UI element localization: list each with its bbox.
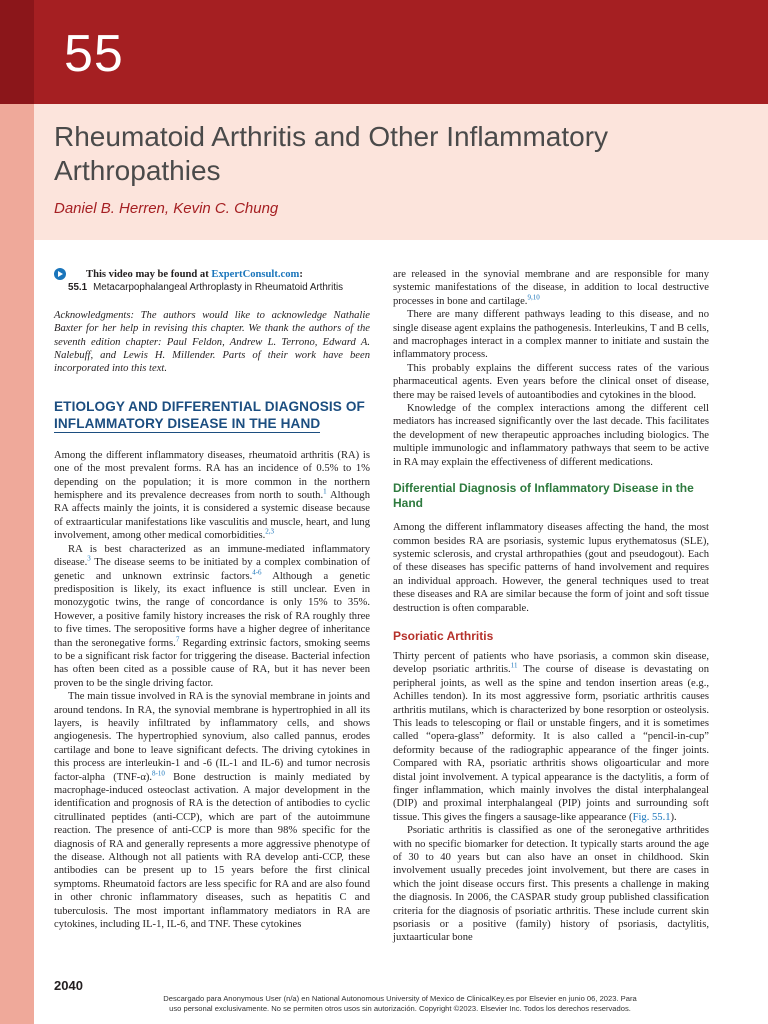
section-heading-line2: INFLAMMATORY DISEASE IN THE HAND <box>54 415 321 431</box>
paragraph-etiology-4: are released in the synovial membrane and are responsible for many systemic manifestations of the disease, in addition to local destructive processes in bone and cartilage.$^{9,10}$ <box>393 269 709 307</box>
right-column <box>393 268 709 945</box>
paragraph-etiology-7: Knowledge of the complex interactions among the different cell mediators has increased significantly over the last decade. This facilitates the development of new therapeutic approaches including biologics. The multiple immunologic and inflammatory pathways that seem to be active in RA may explain the effectiveness of different medications. <box>393 403 709 468</box>
acknowledgments: Acknowledgments: The authors would like to acknowledge Nathalie Baxter for her help in revising this chapter. We thank the authors of the seventh edition chapter: Paul Feldon, Andrew L. Terrono, Edward A. Nalebuff, and Lewis H. Millender. Parts of their work have been incorporated into this text. <box>54 309 370 375</box>
paragraph-etiology-6: This probably explains the different success rates of the various pharmaceutical agents. Even years before the clinical onset of disease, there may be raised levels of autoantibodies and cytokines in the blood. <box>393 362 709 401</box>
citation[interactable]: 3 <box>87 554 91 563</box>
play-circle-icon[interactable] <box>54 268 66 280</box>
chapter-title: Rheumatoid Arthritis and Other Inflammatory Arthropathies <box>54 121 609 186</box>
paragraph-psoriatic-2: Psoriatic arthritis is classified as one of the seronegative arthritides with no specific biomarker for detection. It typically starts around the age of 30 to 40 years but can also have an onset in childhood. Skin involvement usually precedes joint involvement, but there are cases in which the joint disease occurs first. This presents a challenge in making the diagnosis. In 2006, the CASPAR study group published classification criteria for the diagnosis of psoriatic arthritis. These include current skin psoriasis or a positive (family) history of psoriasis, dactylitis, juxtaarticular bone <box>393 825 709 944</box>
video-item[interactable] <box>54 281 370 294</box>
footer-line-2: uso personal exclusivamente. No se permiten otros usos sin autorización. Copyright ©2023. Elsevier Inc. Todos los derechos reservados. <box>169 1004 631 1013</box>
citation[interactable]: 4-6 <box>252 567 262 576</box>
section-heading-line1: ETIOLOGY AND DIFFERENTIAL DIAGNOSIS OF <box>54 398 365 414</box>
paragraph-psoriatic-1: Thirty percent of patients who have psoriasis, a common skin disease, develop psoriatic arthritis.$^{11}$ The course of disease is devastating on peripheral joints, as well as the spine and tendon insertion areas (e.g., Achilles tendon). In its most aggressive form, psoriatic arthritis causes arthritis mutilans, which is characterized by bone resorption or osteolysis. This leads to telescoping or flail or unstable fingers, and it is sometimes called “opera-glass” deformity. It is also called a “pencil-in-cup” deformity because of the radiographic appearance of the finger joints. Compared with RA, psoriatic arthritis shows oligoarticular and more distal joint involvement. A typical appearance is the dactylitis, a form of finger inflammation, which mainly involves the distal interphalangeal (DIP) and proximal interphalangeal (PIP) joints and surrounding soft tissue. This gives the fingers a sausage-like appearance (Fig. 55.1). <box>393 650 709 823</box>
paragraph-etiology-3: The main tissue involved in RA is the synovial membrane in joints and around tendons. In RA, the synovial membrane is hypertrophied in all its layers, is heavily infiltrated by inflammatory cells, and shows angiogenesis. The hypertrophied synovium, also called pannus, erodes cartilage and bone to leave significant defects. The driving cytokines in this process are interleukin-1 and -6 (IL-1 and IL-6) and tumor necrosis factor-alpha (TNF-α).$^{8-10}$ Bone destruction is mainly mediated by macrophage-induced osteoclast activation. A major development in the identification and prognosis of RA is the detection of antibodies to cyclic citrullinated peptides (anti-CCP), which are part of the autoimmune reaction. The presence of anti-CCP is more than 98% specific for the diagnosis of RA and generally represents a more aggressive phenotype of the disease. Although not all patients with RA develop anti-CCP, these antibodies can be present up to 15 years before the first clinical symptoms. Rheumatoid factors are less specific for RA and are also found in other chronic inflammatory diseases, such as hepatitis C and tuberculosis. The most important inflammatory mediators in RA are cytokines, including IL-1, IL-6, and TNF. These cytokines <box>54 691 370 931</box>
citation[interactable]: 9,10 <box>527 293 540 302</box>
paragraph-differential-1: Among the different inflammatory diseases affecting the hand, the most common besides RA are psoriasis, systemic lupus erythematosus (SLE), systemic sclerosis, and crystal arthropathies (gout and pseudogout). Each of these diseases has specific patterns of hand involvement and requires an individual approach. However, the general techniques used to treat these diseases and RA are similar because the form of joint and soft tissue destruction is often comparable. <box>393 522 709 614</box>
chapter-header-corner <box>0 0 34 104</box>
video-item-title: Metacarpophalangeal Arthroplasty in Rheumatoid Arthritis <box>93 282 344 294</box>
citation[interactable]: 2,3 <box>265 527 274 536</box>
footer-line-1: Descargado para Anonymous User (n/a) en National Autonomous University of Mexico de ClinicalKey.es por Elsevier en junio 06, 2023. Para <box>163 994 637 1003</box>
video-notice-prefix: This video may be found at <box>86 269 212 280</box>
left-column <box>54 268 370 931</box>
citation[interactable]: 11 <box>510 661 518 670</box>
chapter-number: 55 <box>64 25 124 83</box>
download-footer <box>120 994 680 1014</box>
expertconsult-link[interactable]: ExpertConsult.com <box>211 269 300 280</box>
paragraph-etiology-5: There are many different pathways leading to this disease, and no single disease agent explains the pathogenesis. Interleukins, T and B cells, and macrophages interact in a complex manner to initiate and sustain the inflammatory process. <box>393 309 709 361</box>
subheading-differential-diagnosis: Differential Diagnosis of Inflammatory Disease in the Hand <box>393 481 694 511</box>
citation[interactable]: 1 <box>323 487 327 496</box>
citation[interactable]: 7 <box>175 635 180 643</box>
page-number: 2040 <box>54 978 83 993</box>
video-notice <box>54 268 370 281</box>
video-item-number: 55.1 <box>68 282 88 294</box>
subheading-psoriatic-arthritis: Psoriatic Arthritis <box>393 628 494 643</box>
chapter-authors: Daniel B. Herren, Kevin C. Chung <box>54 200 279 217</box>
figure-link[interactable]: Fig. 55.1 <box>632 811 671 823</box>
citation[interactable]: 8-10 <box>152 769 165 778</box>
side-color-band <box>0 0 34 1024</box>
video-notice-suffix: : <box>299 269 303 280</box>
section-heading-etiology <box>54 398 370 433</box>
paragraph-etiology-1: Among the different inflammatory diseases, rheumatoid arthritis (RA) is one of the most prevalent forms. RA has an incidence of 0.5% to 1% depending on the population; it is more common in the northern hemisphere and its prevalence decreases from north to south.$^1$ Although RA affects mainly the joints, it is considered a systemic disease because of extraarticular manifestations like vasculitis and muscle, heart, and lung involvement, among other medical comorbidities.$^{2,3}$ <box>54 449 370 542</box>
paragraph-etiology-2: RA is best characterized as an immune-mediated inflammatory disease.$^3$ The disease seems to be initiated by a complex combination of genetic and unknown extrinsic factors.$^{4-6}$ Although a genetic predisposition is likely, its exact influence is still unclear. Even in monozygotic twins, the range of concordance is only 15% to 35%. However, a positive family history increases the risk of RA roughly three to five times. The seropositive forms have a higher degree of inheritance than the seronegative forms.$^7$ Regarding extrinsic factors, smoking seems to be a significant risk factor for triggering the disease. Bacterial infection has often been cited as a possible cause of RA, but it has never been proven to be the single driving factor. <box>54 543 371 689</box>
